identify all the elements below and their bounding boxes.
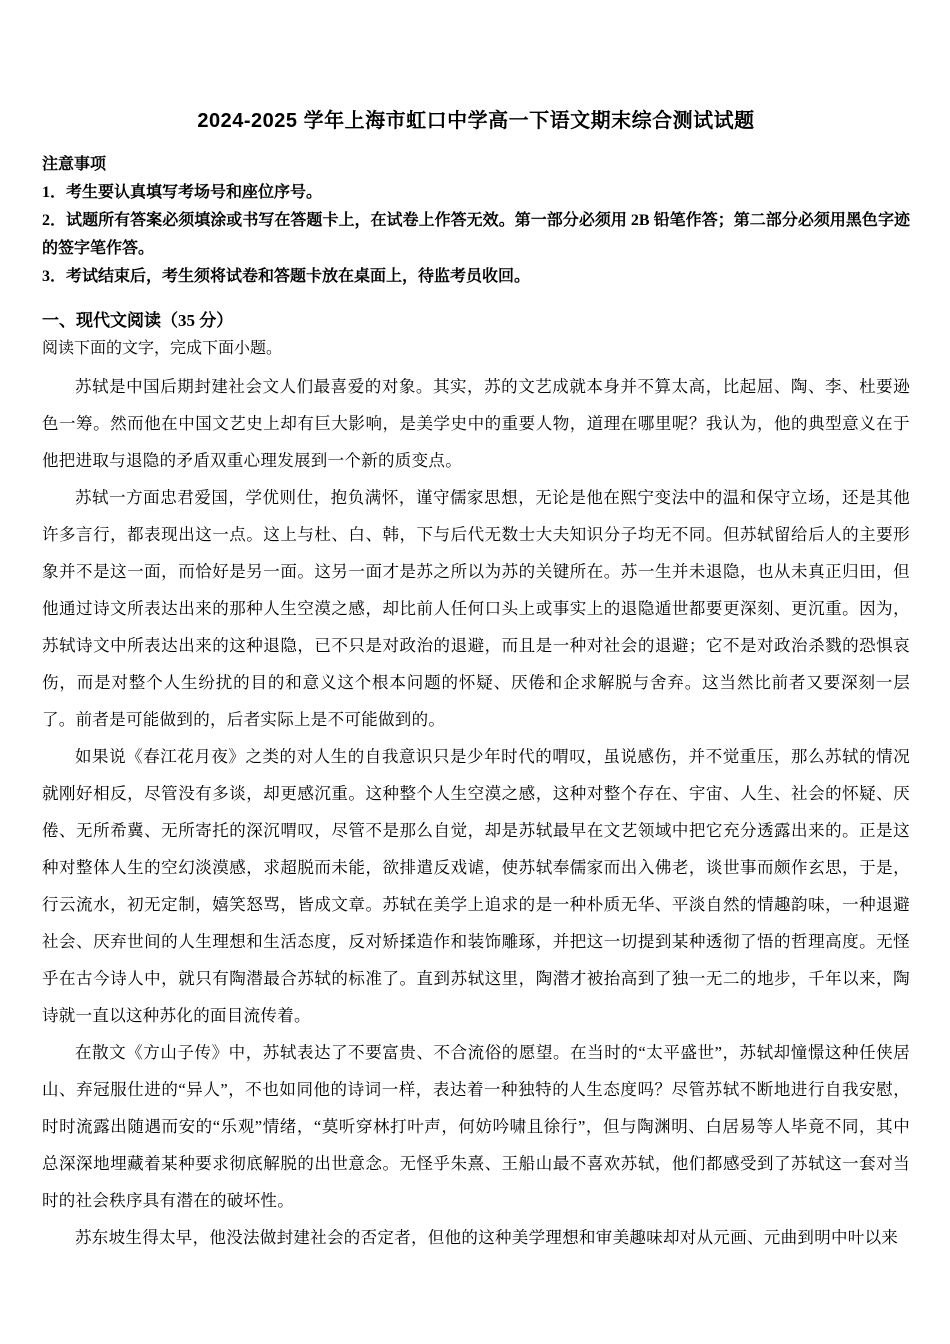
passage-paragraph-4: 在散文《方山子传》中，苏轼表达了不要富贵、不合流俗的愿望。在当时的“太平盛世”，苏轼却憧憬这种任侠居山、弃冠服仕进的“异人”，不也如同他的诗词一样，表达着一种独特的人生态度吗？尽管苏轼不断地进行自我安慰，时时流露出随遇而安的“乐观”情绪，“莫听穿林打叶声，何妨吟啸且徐行”，但与陶渊明、白居易等人毕竟不同，其中总深深地埋藏着某种要求彻底解脱的出世意念。无怪乎朱熹、王船山最不喜欢苏轼，他们都感受到了苏轼这一套对当时的社会秩序具有潜在的破坏性。 — [42, 1043, 910, 1210]
notice-item-3: 3．考试结束后，考生须将试卷和答题卡放在桌面上，待监考员收回。 — [42, 268, 531, 285]
section-heading-modern-text-reading: 一、现代文阅读（35 分） — [42, 311, 234, 330]
notice-heading: 注意事项 — [42, 156, 107, 173]
passage-paragraph-2: 苏轼一方面忠君爱国，学优则仕，抱负满怀，谨守儒家思想，无论是他在熙宁变法中的温和保守立场，还是其他许多言行，都表现出这一点。这上与杜、白、韩，下与后代无数士大夫知识分子均无不同。但苏轼留给后人的主要形象并不是这一面，而恰好是另一面。这另一面才是苏之所以为苏的关键所在。苏一生并未退隐，也从未真正归田，但他通过诗文所表达出来的那种人生空漠之感，却比前人任何口头上或事实上的退隐遁世都要更深刻、更沉重。因为，苏轼诗文中所表达出来的这种退隐，已不只是对政治的退避，而且是一种对社会的退避；它不是对政治杀戮的恐惧哀伤，而是对整个人生纷扰的目的和意义这个根本问题的怀疑、厌倦和企求解脱与舍弃。这当然比前者又要深刻一层了。前者是可能做到的，后者实际上是不可能做到的。 — [42, 488, 910, 729]
notice-item-2: 2．试题所有答案必须填涂或书写在答题卡上，在试卷上作答无效。第一部分必须用 2B 铅笔作答；第二部分必须用黑色字迹的签字笔作答。 — [42, 212, 910, 257]
document-title: 2024-2025 学年上海市虹口中学高一下语文期末综合测试试题 — [197, 110, 755, 132]
reading-passage — [42, 368, 910, 1256]
reading-instruction: 阅读下面的文字，完成下面小题。 — [42, 340, 283, 357]
notice-item-1: 1．考生要认真填写考场号和座位序号。 — [42, 184, 323, 201]
passage-paragraph-3: 如果说《春江花月夜》之类的对人生的自我意识只是少年时代的喟叹，虽说感伤，并不觉重压，那么苏轼的情况就刚好相反，尽管没有多谈，却更感沉重。这种整个人生空漠之感，这种对整个存在、宇宙、人生、社会的怀疑、厌倦、无所希冀、无所寄托的深沉喟叹，尽管不是那么自觉，却是苏轼最早在文艺领域中把它充分透露出来的。正是这种对整体人生的空幻淡漠感，求超脱而未能，欲排遣反戏谑，使苏轼奉儒家而出入佛老，谈世事而颇作玄思，于是，行云流水，初无定制，嬉笑怒骂，皆成文章。苏轼在美学上追求的是一种朴质无华、平淡自然的情趣韵味，一种退避社会、厌弃世间的人生理想和生活态度，反对矫揉造作和装饰雕琢，并把这一切提到某种透彻了悟的哲理高度。无怪乎在古今诗人中，就只有陶潜最合苏轼的标准了。直到苏轼这里，陶潜才被抬高到了独一无二的地步，千年以来，陶诗就一直以这种苏化的面目流传着。 — [42, 747, 910, 1025]
passage-paragraph-1: 苏轼是中国后期封建社会文人们最喜爱的对象。其实，苏的文艺成就本身并不算太高，比起屈、陶、李、杜要逊色一筹。然而他在中国文艺史上却有巨大影响，是美学史中的重要人物，道理在哪里呢？我认为，他的典型意义在于他把进取与退隐的矛盾双重心理发展到一个新的质变点。 — [42, 377, 910, 470]
notice-section — [42, 151, 910, 291]
passage-paragraph-5: 苏东坡生得太早，他没法做封建社会的否定者，但他的这种美学理想和审美趣味却对从元画、元曲到明中叶以来 — [75, 1228, 899, 1247]
